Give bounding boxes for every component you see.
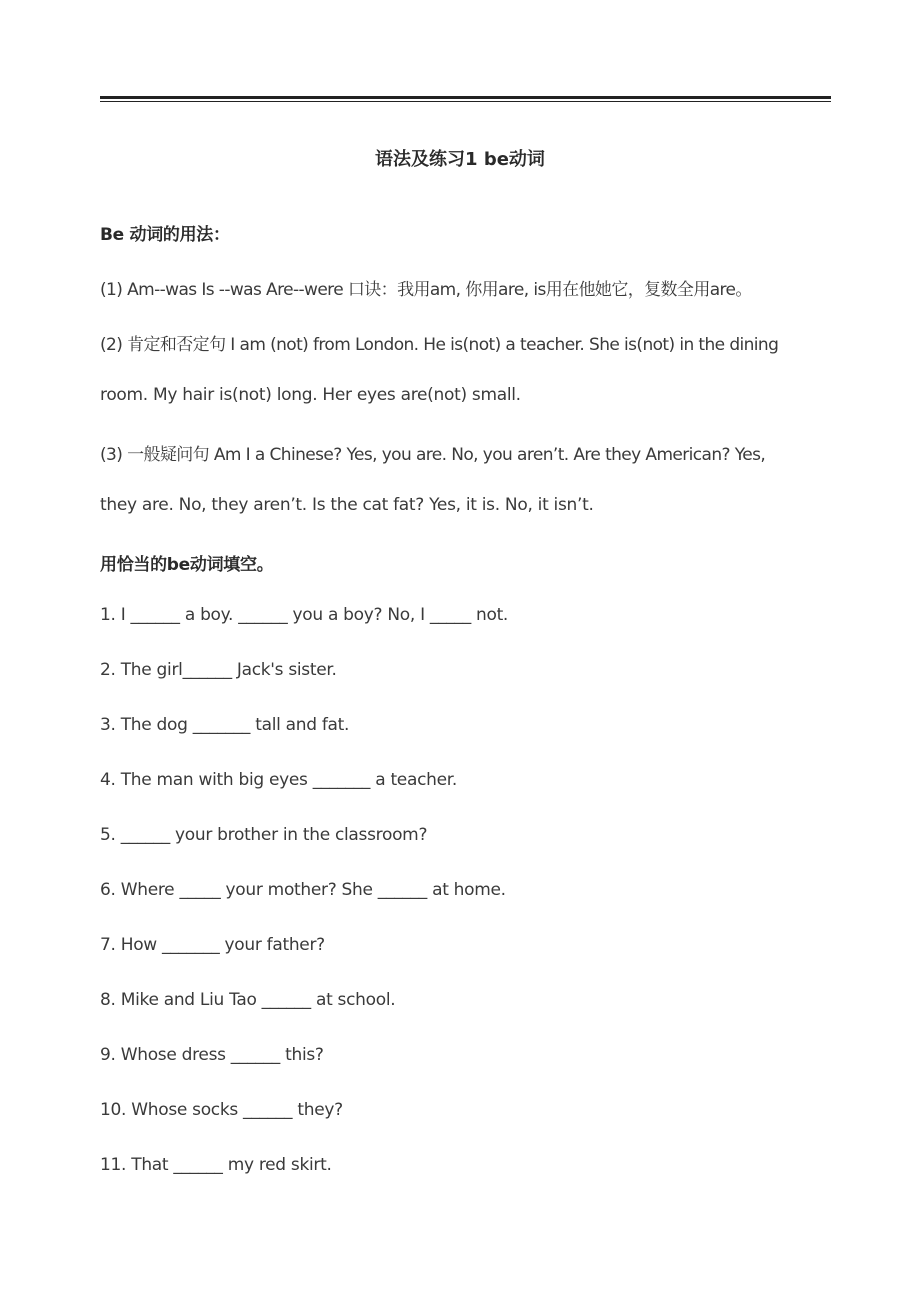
exercise-item-8: 8. Mike and Liu Tao ______ at school. (100, 990, 396, 1010)
exercise-heading: 用恰当的be动词填空。 (100, 555, 274, 575)
exercise-item-4: 4. The man with big eyes _______ a teacher. (100, 770, 457, 790)
rule-line-1: (1) Am--was Is --was Are--were 口诀：我用am, 你用are, is用在他她它，复数全用are。 (100, 280, 752, 300)
exercise-item-1: 1. I ______ a boy. ______ you a boy? No, I _____ not. (100, 605, 509, 625)
exercise-item-3: 3. The dog _______ tall and fat. (100, 715, 350, 735)
exercise-item-5: 5. ______ your brother in the classroom? (100, 825, 428, 845)
page-title: 语法及练习1 be动词 (375, 149, 545, 170)
rule-line-3: room. My hair is(not) long. Her eyes are(not) small. (100, 385, 521, 405)
header-rule-thick (100, 96, 831, 99)
exercise-item-6: 6. Where _____ your mother? She ______ at home. (100, 880, 506, 900)
header-rule-thin (100, 101, 831, 102)
intro-heading: Be 动词的用法： (100, 225, 230, 245)
exercise-item-9: 9. Whose dress ______ this? (100, 1045, 324, 1065)
rule-line-2: (2) 肯定和否定句 I am (not) from London. He is(not) a teacher. She is(not) in the dining (100, 335, 779, 355)
exercise-item-7: 7. How _______ your father? (100, 935, 325, 955)
rule-line-4: (3) 一般疑问句 Am I a Chinese? Yes, you are. No, you aren’t. Are they American? Yes, (100, 445, 766, 465)
exercise-item-2: 2. The girl______ Jack's sister. (100, 660, 337, 680)
exercise-item-11: 11. That ______ my red skirt. (100, 1155, 332, 1175)
rule-line-5: they are. No, they aren’t. Is the cat fat? Yes, it is. No, it isn’t. (100, 495, 594, 515)
exercise-item-10: 10. Whose socks ______ they? (100, 1100, 343, 1120)
